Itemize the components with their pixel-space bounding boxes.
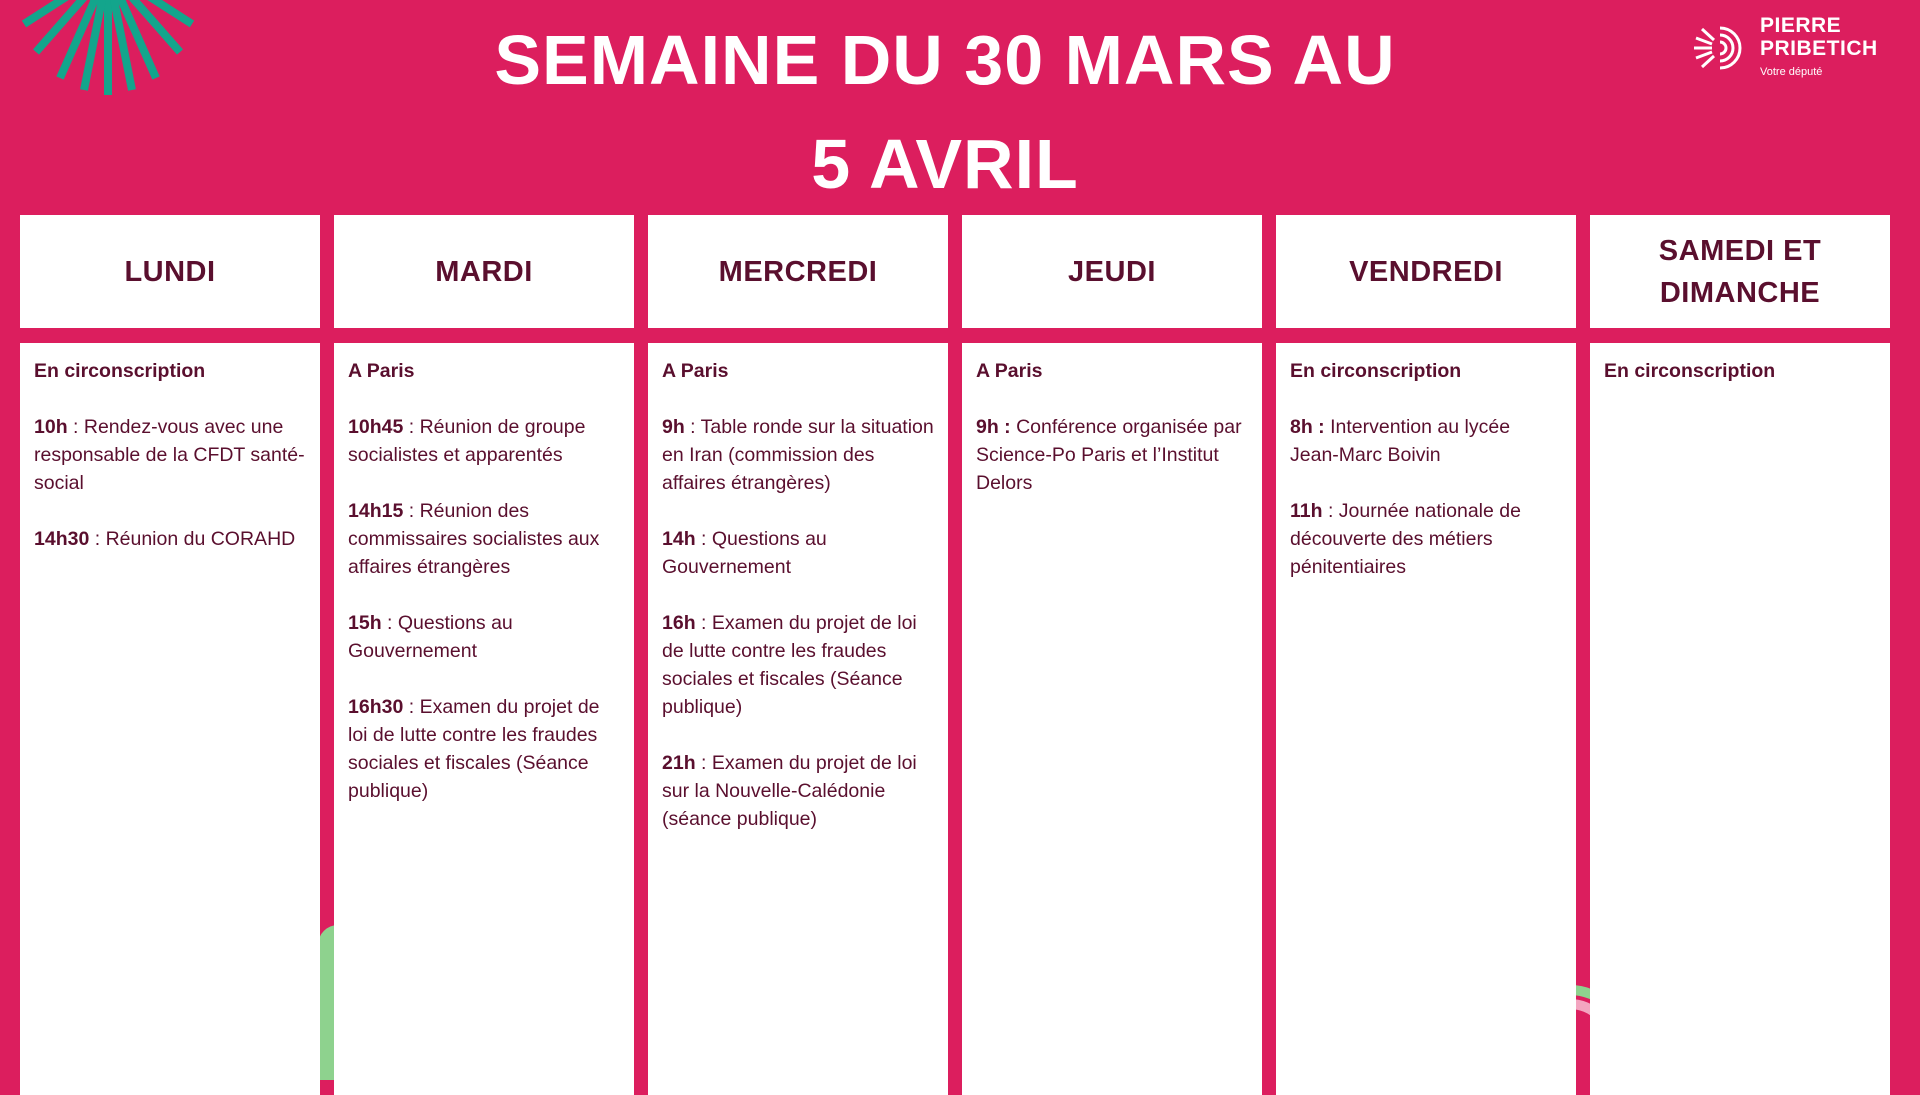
day-column-mercredi xyxy=(648,215,948,830)
day-schedule xyxy=(1590,343,1890,1095)
event-text: Rendez-vous avec une responsable de la CFDT santé-social xyxy=(34,416,305,494)
location-label: En circonscription xyxy=(1604,360,1776,382)
event-item xyxy=(34,413,307,497)
logo-subtitle: Votre député xyxy=(1760,66,1823,78)
logo-name xyxy=(1760,14,1878,60)
event-text: Journée nationale de découverte des métiers pénitentiaires xyxy=(1290,500,1521,578)
event-text: Réunion du CORAHD xyxy=(105,528,296,550)
event-separator: : xyxy=(1322,500,1339,522)
day-schedule xyxy=(334,343,634,1095)
event-separator: : xyxy=(403,416,420,438)
day-header xyxy=(1590,215,1890,328)
event-separator: : xyxy=(67,416,84,438)
day-header xyxy=(334,215,634,328)
day-label: MERCREDI xyxy=(718,255,878,288)
event-item xyxy=(34,525,307,553)
event-time: 16h30 xyxy=(348,696,404,718)
logo xyxy=(1690,14,1900,84)
event-time: 15h xyxy=(348,612,382,634)
event-separator: : xyxy=(381,612,398,634)
day-schedule xyxy=(1276,343,1576,1095)
day-header xyxy=(1276,215,1576,328)
event-time: 16h xyxy=(662,612,696,634)
event-separator: : xyxy=(695,752,712,774)
event-item xyxy=(348,693,621,805)
location-label: A Paris xyxy=(348,360,415,382)
event-time: 9h xyxy=(662,416,685,438)
location-label: En circonscription xyxy=(1290,360,1462,382)
event-time: 11h xyxy=(1290,500,1323,522)
event-text: Conférence organisée par Science-Po Paris et l’Institut Delors xyxy=(976,416,1242,494)
day-header xyxy=(20,215,320,328)
event-item xyxy=(662,609,935,721)
logo-icon xyxy=(1690,18,1750,78)
event-item xyxy=(348,413,621,469)
event-item xyxy=(1290,497,1563,581)
day-label: VENDREDI xyxy=(1349,255,1503,288)
event-text: Intervention au lycée Jean-Marc Boivin xyxy=(1290,416,1511,466)
event-text: Examen du projet de loi sur la Nouvelle-Calédonie (séance publique) xyxy=(662,752,917,830)
day-schedule xyxy=(20,343,320,1095)
day-column-lundi xyxy=(20,215,320,550)
title-line-1: SEMAINE DU 30 MARS AU xyxy=(494,21,1396,99)
day-schedule xyxy=(962,343,1262,1095)
logo-name-line-2: PRIBETICH xyxy=(1760,37,1878,60)
event-text: Examen du projet de loi de lutte contre les fraudes sociales et fiscales (Séance publique) xyxy=(662,612,917,718)
event-time: 21h xyxy=(662,752,696,774)
event-time: 14h15 xyxy=(348,500,404,522)
page-title xyxy=(0,8,1890,216)
day-label-line-1: SAMEDI ET xyxy=(1658,234,1822,267)
event-item xyxy=(662,749,935,833)
event-item xyxy=(1290,413,1563,469)
location-label: A Paris xyxy=(662,360,729,382)
event-separator: : xyxy=(403,696,420,718)
event-separator: : xyxy=(403,500,420,522)
event-separator: : xyxy=(89,528,106,550)
logo-name-line-1: PIERRE xyxy=(1760,14,1842,37)
event-text: Questions au Gouvernement xyxy=(348,612,513,662)
event-time: 9h : xyxy=(976,416,1011,438)
event-item xyxy=(348,497,621,581)
event-item xyxy=(976,413,1249,497)
event-separator: : xyxy=(684,416,701,438)
day-column-vendredi xyxy=(1276,215,1576,578)
location-label: A Paris xyxy=(976,360,1043,382)
day-label: LUNDI xyxy=(124,255,216,288)
day-header xyxy=(648,215,948,328)
title-line-2: 5 AVRIL xyxy=(811,125,1079,203)
event-time: 8h : xyxy=(1290,416,1325,438)
event-text: Réunion de groupe socialistes et apparentés xyxy=(348,416,586,466)
day-column-mardi xyxy=(334,215,634,802)
event-time: 14h xyxy=(662,528,696,550)
event-text: Table ronde sur la situation en Iran (commission des affaires étrangères) xyxy=(662,416,934,494)
day-column-jeudi xyxy=(962,215,1262,494)
event-time: 14h30 xyxy=(34,528,90,550)
event-separator: : xyxy=(695,612,712,634)
day-column-weekend xyxy=(1590,215,1890,382)
event-separator: : xyxy=(695,528,712,550)
event-time: 10h45 xyxy=(348,416,404,438)
event-item xyxy=(348,609,621,665)
event-item xyxy=(662,413,935,497)
event-text: Réunion des commissaires socialistes aux affaires étrangères xyxy=(348,500,600,578)
location-label: En circonscription xyxy=(34,360,206,382)
event-text: Examen du projet de loi de lutte contre les fraudes sociales et fiscales (Séance publique) xyxy=(348,696,600,802)
day-schedule xyxy=(648,343,948,1095)
event-item xyxy=(662,525,935,581)
day-label: MARDI xyxy=(435,255,533,288)
day-label: JEUDI xyxy=(1068,255,1156,288)
day-label-line-2: DIMANCHE xyxy=(1659,276,1821,309)
event-time: 10h xyxy=(34,416,68,438)
event-text: Questions au Gouvernement xyxy=(662,528,827,578)
day-header xyxy=(962,215,1262,328)
